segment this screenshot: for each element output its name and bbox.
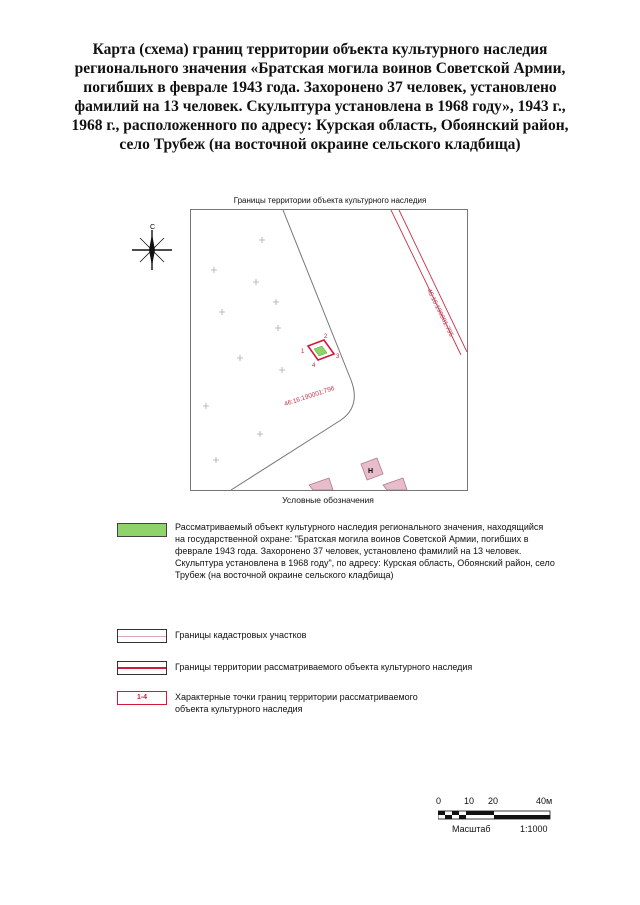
point-label-3: 3 (336, 354, 340, 360)
scale-tick-0: 0 (436, 796, 442, 806)
scale-tick-40: 40м (536, 796, 553, 806)
grave-marker (211, 267, 217, 273)
legend-text-points: Характерные точки границ территории рассматриваемого объекта культурного наследия (175, 692, 418, 714)
point-label-2: 2 (324, 334, 328, 340)
grave-marker (279, 367, 285, 373)
grave-markers (203, 237, 285, 463)
grave-marker (259, 237, 265, 243)
object-area (314, 346, 327, 356)
north-arrow-icon (130, 220, 174, 277)
grave-marker (257, 431, 263, 437)
legend-symbol-points: 1-4 (117, 691, 167, 705)
grave-marker (275, 325, 281, 331)
legend-text-cadastral: Границы кадастровых участков (175, 630, 307, 640)
map-title: Карта (схема) границ территории объекта культурного наследия регионального значения «Братская могила воинов Советской Армии, погибших в феврале 1943 года. Захоронено 37 человек, установлено фамилий на 13 человек. Скульптура установлена в 1968 году», 1943 г., 1968 г., расположенного по адресу: Курская область, Обоянский район, село Трубеж (на восточной окраине сельского кладбища) (71, 41, 569, 153)
legend-symbol-object (117, 523, 167, 537)
building-label: Н (368, 468, 374, 475)
grave-marker (273, 299, 279, 305)
grave-marker (253, 279, 259, 285)
map-canvas (191, 210, 467, 490)
cemetery-parcel-boundary (231, 210, 354, 490)
point-label-4: 4 (312, 363, 316, 369)
grave-marker (237, 355, 243, 361)
legend-symbol-boundary (117, 661, 167, 675)
north-label: С (150, 224, 156, 231)
scale-label: Масштаб (452, 824, 491, 834)
grave-marker (213, 457, 219, 463)
scale-tick-10: 10 (464, 796, 475, 806)
cemetery-parcel-label: 46:16:190001:796 (283, 385, 336, 408)
legend-symbol-cadastral (117, 629, 167, 643)
building (309, 478, 333, 490)
scale-ratio: 1:1000 (520, 824, 548, 834)
legend-text-object: Рассматриваемый объект культурного наследия регионального значения, находящийся на государственной охране: "Братская могила воинов Советской Армии, погибших в феврале 1943 года. Захоронено 37 человек, установлено фамилий на 13 человек. Скульптура установлена в 1968 году", по адресу: Курская область, Обоянский район, село Трубеж (на восточной окраине сельского кладбища) (175, 522, 555, 580)
point-label-1: 1 (301, 349, 305, 355)
scale-tick-20: 20 (488, 796, 499, 806)
grave-marker (219, 309, 225, 315)
road-parcel-line-right (399, 210, 467, 352)
grave-marker (203, 403, 209, 409)
building (383, 478, 407, 490)
building-residential (361, 458, 383, 480)
scale-bar-graphic (438, 810, 558, 822)
legend-text-boundary: Границы территории рассматриваемого объекта культурного наследия (175, 662, 473, 672)
scale-bar (432, 796, 572, 846)
map-caption: Границы территории объекта культурного наследия (233, 196, 427, 205)
legend-title: Условные обозначения (282, 495, 374, 505)
map-frame (190, 209, 468, 491)
road-parcel-label: 46:16:190001:795 (425, 287, 455, 338)
